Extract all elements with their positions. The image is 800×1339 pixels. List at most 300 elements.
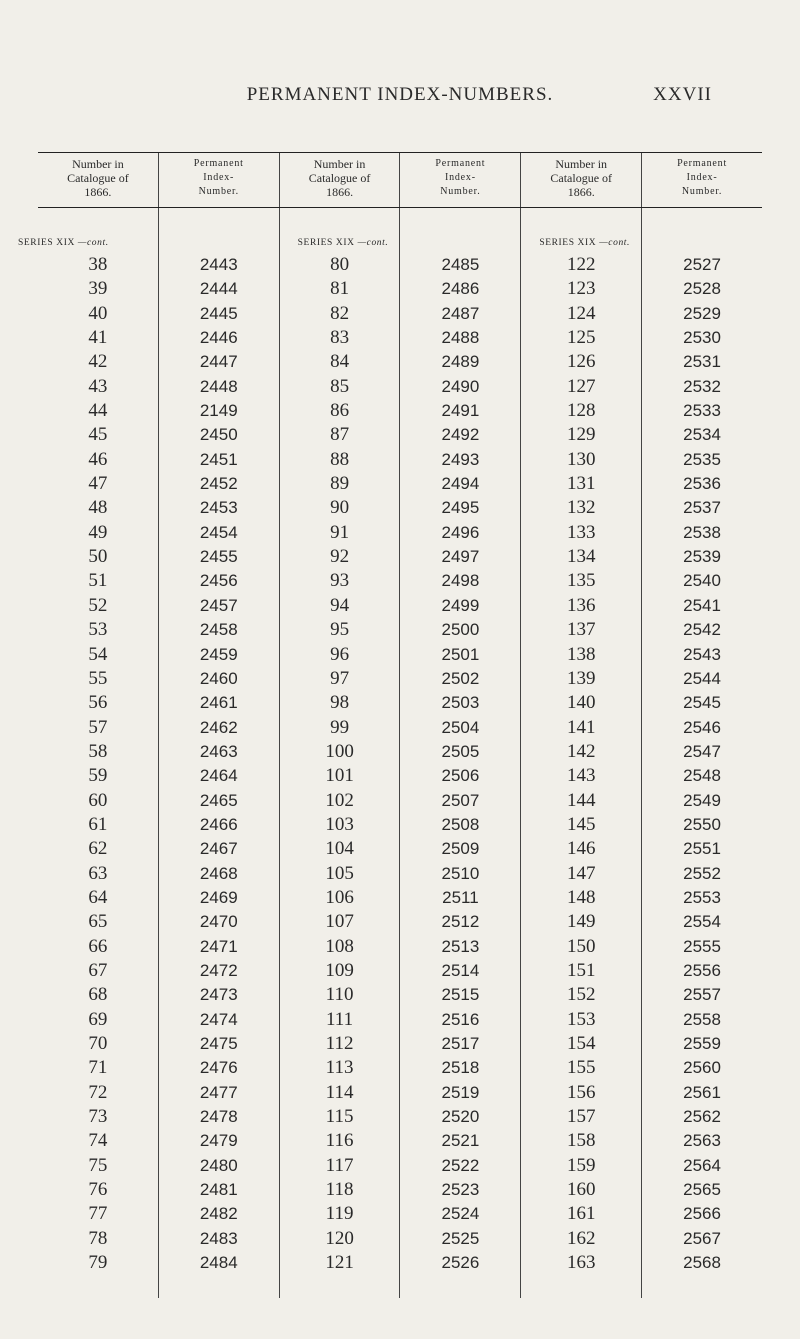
table-cell: 146 xyxy=(566,838,596,860)
table-cell: 112 xyxy=(325,1033,354,1054)
table-cell: 158 xyxy=(566,1130,596,1152)
table-cell: 2508 xyxy=(441,814,480,834)
table-cell: 52 xyxy=(88,594,108,616)
heading-line: Index- xyxy=(444,172,476,183)
table-cell: 145 xyxy=(566,813,596,835)
col-heading-catalogue-1 xyxy=(38,153,159,207)
table-cell: 2568 xyxy=(683,1253,721,1273)
table-cell: 114 xyxy=(325,1081,354,1103)
column-cells xyxy=(38,253,158,1275)
table-cell: 102 xyxy=(325,789,354,811)
table-cell: 2445 xyxy=(199,303,238,323)
table-cell: 2537 xyxy=(683,498,721,518)
table-cell: 140 xyxy=(566,692,596,714)
heading-line: Catalogue of xyxy=(550,171,613,185)
table-cell: 90 xyxy=(330,497,350,519)
table-cell: 123 xyxy=(566,278,596,300)
index-table xyxy=(18,152,762,1298)
column-cells xyxy=(400,253,520,1275)
table-cell: 121 xyxy=(325,1252,354,1274)
heading-line: Permanent xyxy=(677,158,728,169)
table-cell: 2514 xyxy=(441,960,480,980)
table-cell: 2515 xyxy=(441,985,480,1005)
table-cell: 154 xyxy=(566,1033,596,1054)
table-cell: 138 xyxy=(566,643,596,665)
table-cell: 2507 xyxy=(441,790,480,810)
table-cell: 2479 xyxy=(199,1131,238,1151)
page-number: XXVII xyxy=(653,84,712,105)
table-cell: 2459 xyxy=(199,644,238,664)
table-cell: 2522 xyxy=(441,1155,480,1175)
table-cell: 2504 xyxy=(441,717,480,737)
table-cell: 91 xyxy=(330,521,350,543)
table-cell: 105 xyxy=(325,862,354,884)
table-cell: 2539 xyxy=(683,547,721,567)
table-cell: 133 xyxy=(566,521,596,543)
column-cells xyxy=(642,253,762,1275)
table-cell: 97 xyxy=(330,667,350,689)
table-cell: 117 xyxy=(325,1154,354,1176)
heading-line: Permanent xyxy=(435,158,486,169)
table-cell: 115 xyxy=(325,1106,354,1128)
table-cell: 2473 xyxy=(199,985,238,1005)
table-cell: 126 xyxy=(566,351,596,373)
table-cell: 2513 xyxy=(441,936,480,956)
table-cell: 116 xyxy=(325,1130,354,1152)
table-cell: 2462 xyxy=(199,717,238,737)
table-cell: 2149 xyxy=(199,401,238,421)
table-cell: 2470 xyxy=(199,912,238,932)
table-cell: 98 xyxy=(330,692,350,714)
heading-line: 1866. xyxy=(326,185,354,199)
table-cell: 2550 xyxy=(683,814,721,834)
series-label xyxy=(18,238,138,248)
table-cell: 2489 xyxy=(441,352,480,372)
table-cell: 124 xyxy=(566,302,596,324)
table-cell: 2492 xyxy=(441,425,480,445)
table-cell: 2455 xyxy=(199,547,238,567)
table-cell: 2502 xyxy=(441,668,480,688)
catalogue-column-2 xyxy=(280,208,401,1298)
table-cell: 127 xyxy=(566,375,596,397)
table-cell: 148 xyxy=(566,886,596,908)
table-cell: 2541 xyxy=(683,595,721,615)
table-cell: 62 xyxy=(88,838,108,860)
table-cell: 2495 xyxy=(441,498,480,518)
table-cell: 2526 xyxy=(441,1253,480,1273)
table-cell: 2463 xyxy=(199,741,238,761)
table-cell: 2549 xyxy=(683,790,721,810)
table-cell: 2484 xyxy=(199,1253,238,1273)
table-cell: 101 xyxy=(325,765,354,787)
table-cell: 2566 xyxy=(683,1204,721,1224)
table-cell: 2552 xyxy=(683,863,721,883)
table-cell: 125 xyxy=(566,327,596,349)
table-cell: 129 xyxy=(566,424,596,446)
table-cell: 49 xyxy=(88,521,108,543)
table-cell: 2517 xyxy=(441,1034,480,1053)
table-cell: 137 xyxy=(566,619,596,641)
table-cell: 68 xyxy=(88,984,108,1006)
table-cell: 2553 xyxy=(683,887,721,907)
table-cell: 2555 xyxy=(683,936,721,956)
col-heading-index-1 xyxy=(159,153,280,207)
table-cell: 2559 xyxy=(683,1034,721,1053)
table-cell: 2558 xyxy=(683,1009,721,1029)
table-cell: 54 xyxy=(88,643,108,665)
table-cell: 77 xyxy=(88,1203,108,1225)
series-label-cont: —cont. xyxy=(77,238,109,248)
table-cell: 41 xyxy=(88,327,108,349)
heading-line: Number in xyxy=(72,157,124,171)
table-cell: 43 xyxy=(88,375,108,397)
table-cell: 39 xyxy=(88,278,108,300)
table-cell: 55 xyxy=(88,667,108,689)
heading-line: Catalogue of xyxy=(308,171,371,185)
table-cell: 72 xyxy=(88,1081,108,1103)
table-cell: 71 xyxy=(88,1057,108,1079)
table-cell: 44 xyxy=(88,400,108,422)
table-cell: 76 xyxy=(88,1179,108,1201)
col-heading-catalogue-2 xyxy=(280,153,401,207)
table-cell: 134 xyxy=(566,546,596,568)
table-cell: 78 xyxy=(88,1227,108,1249)
series-label-text: SERIES XIX xyxy=(297,238,355,248)
table-cell: 2567 xyxy=(683,1228,721,1248)
table-cell: 162 xyxy=(566,1227,596,1249)
table-cell: 2556 xyxy=(683,960,721,980)
table-cell: 96 xyxy=(330,643,350,665)
heading-line: Number. xyxy=(440,186,481,197)
table-cell: 73 xyxy=(88,1106,108,1128)
table-cell: 139 xyxy=(566,667,596,689)
table-cell: 149 xyxy=(566,911,596,933)
table-cell: 86 xyxy=(330,400,350,422)
table-body xyxy=(18,208,762,1298)
table-cell: 143 xyxy=(566,765,596,787)
table-cell: 83 xyxy=(330,327,350,349)
table-cell: 94 xyxy=(330,594,350,616)
table-cell: 2564 xyxy=(683,1155,721,1175)
table-cell: 2446 xyxy=(199,328,238,348)
table-cell: 64 xyxy=(88,886,108,908)
table-cell: 2444 xyxy=(199,279,238,299)
index-column-1 xyxy=(159,208,280,1298)
table-cell: 2510 xyxy=(441,863,480,883)
table-cell: 2493 xyxy=(441,449,480,469)
table-cell: 128 xyxy=(566,400,596,422)
table-cell: 2491 xyxy=(441,401,480,421)
table-cell: 2460 xyxy=(199,668,238,688)
table-cell: 74 xyxy=(88,1130,108,1152)
table-cell: 2451 xyxy=(199,449,238,469)
table-cell: 79 xyxy=(88,1252,108,1274)
table-cell: 142 xyxy=(566,740,596,762)
series-label-cont: —cont. xyxy=(599,238,631,248)
table-cell: 2536 xyxy=(683,474,721,494)
table-cell: 2560 xyxy=(683,1058,721,1078)
table-cell: 150 xyxy=(566,935,596,957)
index-column-3 xyxy=(642,208,762,1298)
table-cell: 2547 xyxy=(683,741,721,761)
table-cell: 46 xyxy=(88,448,108,470)
table-cell: 2554 xyxy=(683,912,721,932)
table-cell: 2548 xyxy=(683,766,721,786)
table-cell: 2505 xyxy=(441,741,480,761)
table-cell: 2490 xyxy=(441,376,480,396)
col-heading-index-3 xyxy=(642,153,762,207)
page-header xyxy=(0,84,800,112)
table-cell: 2501 xyxy=(441,644,480,664)
table-cell: 2482 xyxy=(199,1204,238,1224)
table-cell: 152 xyxy=(566,984,596,1006)
table-cell: 2465 xyxy=(199,790,238,810)
table-cell: 75 xyxy=(88,1154,108,1176)
table-cell: 84 xyxy=(330,351,350,373)
table-cell: 2448 xyxy=(199,376,238,396)
table-cell: 2529 xyxy=(683,303,721,323)
series-label-cont: —cont. xyxy=(357,238,389,248)
table-cell: 151 xyxy=(566,959,596,981)
table-cell: 141 xyxy=(566,716,596,738)
table-cell: 57 xyxy=(88,716,108,738)
table-cell: 131 xyxy=(566,473,596,495)
table-cell: 58 xyxy=(88,740,108,762)
table-cell: 93 xyxy=(330,570,350,592)
table-cell: 108 xyxy=(325,935,354,957)
table-cell: 70 xyxy=(88,1033,108,1054)
table-cell: 2533 xyxy=(683,401,721,421)
table-cell: 2481 xyxy=(199,1180,238,1200)
heading-line: 1866. xyxy=(84,185,112,199)
table-cell: 118 xyxy=(325,1179,354,1201)
table-cell: 61 xyxy=(88,813,108,835)
table-cell: 2520 xyxy=(441,1107,480,1127)
table-cell: 2565 xyxy=(683,1180,721,1200)
table-cell: 2488 xyxy=(441,328,480,348)
table-cell: 66 xyxy=(88,935,108,957)
table-cell: 2521 xyxy=(441,1131,480,1151)
running-title: PERMANENT INDEX-NUMBERS. xyxy=(246,84,554,105)
table-cell: 2509 xyxy=(441,839,480,859)
table-cell: 2519 xyxy=(441,1082,480,1102)
table-cell: 103 xyxy=(325,813,354,835)
table-cell: 48 xyxy=(88,497,108,519)
table-cell: 2523 xyxy=(441,1180,480,1200)
table-cell: 2545 xyxy=(683,693,721,713)
col-heading-catalogue-3 xyxy=(521,153,642,207)
table-cell: 65 xyxy=(88,911,108,933)
col-heading-index-2 xyxy=(400,153,521,207)
table-cell: 163 xyxy=(566,1252,596,1274)
table-cell: 2551 xyxy=(683,839,721,859)
table-cell: 2469 xyxy=(199,887,238,907)
table-cell: 144 xyxy=(566,789,596,811)
table-cell: 160 xyxy=(566,1179,596,1201)
table-cell: 2518 xyxy=(441,1058,480,1078)
table-cell: 2499 xyxy=(441,595,480,615)
table-cell: 2480 xyxy=(199,1155,238,1175)
table-cell: 2467 xyxy=(199,839,238,859)
table-cell: 50 xyxy=(88,546,108,568)
table-cell: 45 xyxy=(88,424,108,446)
table-cell: 135 xyxy=(566,570,596,592)
table-cell: 2535 xyxy=(683,449,721,469)
table-cell: 106 xyxy=(325,886,354,908)
table-cell: 104 xyxy=(325,838,354,860)
table-cell: 2530 xyxy=(683,328,721,348)
heading-line: Number in xyxy=(313,157,366,171)
table-cell: 2457 xyxy=(199,595,238,615)
index-column-2 xyxy=(400,208,521,1298)
table-cell: 88 xyxy=(330,448,350,470)
table-cell: 2498 xyxy=(441,571,480,591)
table-cell: 136 xyxy=(566,594,596,616)
table-cell: 56 xyxy=(88,692,108,714)
table-cell: 2487 xyxy=(441,303,480,323)
table-cell: 119 xyxy=(325,1203,354,1225)
table-cell: 130 xyxy=(566,448,596,470)
table-cell: 2452 xyxy=(199,474,238,494)
table-cell: 120 xyxy=(325,1227,354,1249)
table-cell: 2532 xyxy=(683,376,721,396)
table-cell: 53 xyxy=(88,619,108,641)
table-cell: 2466 xyxy=(199,814,238,834)
table-cell: 153 xyxy=(566,1008,596,1030)
table-cell: 2450 xyxy=(199,425,238,445)
table-cell: 2496 xyxy=(441,522,480,542)
table-cell: 85 xyxy=(330,375,350,397)
table-cell: 92 xyxy=(330,546,350,568)
table-cell: 2456 xyxy=(199,571,238,591)
table-cell: 2464 xyxy=(199,766,238,786)
table-cell: 2472 xyxy=(199,960,238,980)
table-cell: 81 xyxy=(330,278,350,300)
table-cell: 2512 xyxy=(441,912,480,932)
heading-line: Index- xyxy=(203,172,235,183)
column-cells xyxy=(159,253,279,1275)
table-cell: 100 xyxy=(325,740,354,762)
heading-line: Number in xyxy=(555,157,608,171)
table-cell: 2527 xyxy=(683,255,721,274)
table-cell: 2483 xyxy=(199,1228,238,1248)
table-cell: 156 xyxy=(566,1081,596,1103)
table-cell: 69 xyxy=(88,1008,108,1030)
table-cell: 147 xyxy=(566,862,596,884)
table-cell: 2538 xyxy=(683,522,721,542)
table-cell: 2471 xyxy=(199,936,238,956)
table-cell: 2561 xyxy=(683,1082,721,1102)
table-header-row xyxy=(38,152,762,208)
table-cell: 2562 xyxy=(683,1107,721,1127)
table-cell: 2443 xyxy=(199,255,238,274)
table-cell: 60 xyxy=(88,789,108,811)
table-cell: 2474 xyxy=(199,1009,238,1029)
table-cell: 2543 xyxy=(683,644,721,664)
table-cell: 95 xyxy=(330,619,350,641)
table-cell: 2497 xyxy=(441,547,480,567)
table-cell: 2475 xyxy=(199,1034,238,1053)
series-label-text: SERIES XIX xyxy=(539,238,597,248)
table-cell: 2542 xyxy=(683,620,721,640)
table-cell: 2557 xyxy=(683,985,721,1005)
table-cell: 111 xyxy=(326,1008,354,1030)
table-cell: 2461 xyxy=(199,693,238,713)
table-cell: 110 xyxy=(325,984,354,1006)
table-cell: 2477 xyxy=(199,1082,238,1102)
table-cell: 107 xyxy=(325,911,354,933)
table-cell: 155 xyxy=(566,1057,596,1079)
table-cell: 2544 xyxy=(683,668,721,688)
table-cell: 122 xyxy=(566,254,596,275)
catalogue-column-3 xyxy=(521,208,642,1298)
table-cell: 159 xyxy=(566,1154,596,1176)
heading-line: Catalogue of xyxy=(67,171,129,185)
heading-line: 1866. xyxy=(567,185,595,199)
table-cell: 132 xyxy=(566,497,596,519)
table-cell: 2506 xyxy=(441,766,480,786)
heading-line: Number. xyxy=(198,186,239,197)
table-cell: 2478 xyxy=(199,1107,238,1127)
table-cell: 109 xyxy=(325,959,354,981)
table-cell: 2525 xyxy=(441,1228,480,1248)
table-cell: 2563 xyxy=(683,1131,721,1151)
table-cell: 59 xyxy=(88,765,108,787)
table-cell: 113 xyxy=(325,1057,354,1079)
table-cell: 82 xyxy=(330,302,350,324)
table-cell: 38 xyxy=(88,254,108,275)
table-cell: 2531 xyxy=(683,352,721,372)
table-cell: 2447 xyxy=(199,352,238,372)
table-cell: 89 xyxy=(330,473,350,495)
catalogue-column-1 xyxy=(18,208,159,1298)
table-cell: 157 xyxy=(566,1106,596,1128)
table-cell: 67 xyxy=(88,959,108,981)
table-cell: 47 xyxy=(88,473,108,495)
table-cell: 2524 xyxy=(441,1204,480,1224)
column-cells xyxy=(280,253,400,1275)
table-cell: 51 xyxy=(88,570,108,592)
table-cell: 2453 xyxy=(199,498,238,518)
table-cell: 87 xyxy=(330,424,350,446)
table-cell: 2485 xyxy=(441,255,480,274)
table-cell: 2486 xyxy=(441,279,480,299)
table-cell: 2503 xyxy=(441,693,480,713)
table-cell: 161 xyxy=(566,1203,596,1225)
table-cell: 2454 xyxy=(199,522,238,542)
table-cell: 2511 xyxy=(442,887,479,907)
heading-line: Number. xyxy=(681,186,723,197)
table-cell: 40 xyxy=(88,302,108,324)
table-cell: 2516 xyxy=(441,1009,480,1029)
table-cell: 2476 xyxy=(199,1058,238,1078)
table-cell: 42 xyxy=(88,351,108,373)
table-cell: 63 xyxy=(88,862,108,884)
table-cell: 2458 xyxy=(199,620,238,640)
table-cell: 2468 xyxy=(199,863,238,883)
table-cell: 2494 xyxy=(441,474,480,494)
table-cell: 2500 xyxy=(441,620,480,640)
table-cell: 80 xyxy=(330,254,350,275)
heading-line: Index- xyxy=(686,172,718,183)
table-cell: 2528 xyxy=(683,279,721,299)
table-cell: 2534 xyxy=(683,425,721,445)
heading-line: Permanent xyxy=(193,158,244,169)
column-cells xyxy=(521,253,641,1275)
table-cell: 2546 xyxy=(683,717,721,737)
series-label-text: SERIES XIX xyxy=(18,238,75,248)
table-cell: 99 xyxy=(330,716,350,738)
